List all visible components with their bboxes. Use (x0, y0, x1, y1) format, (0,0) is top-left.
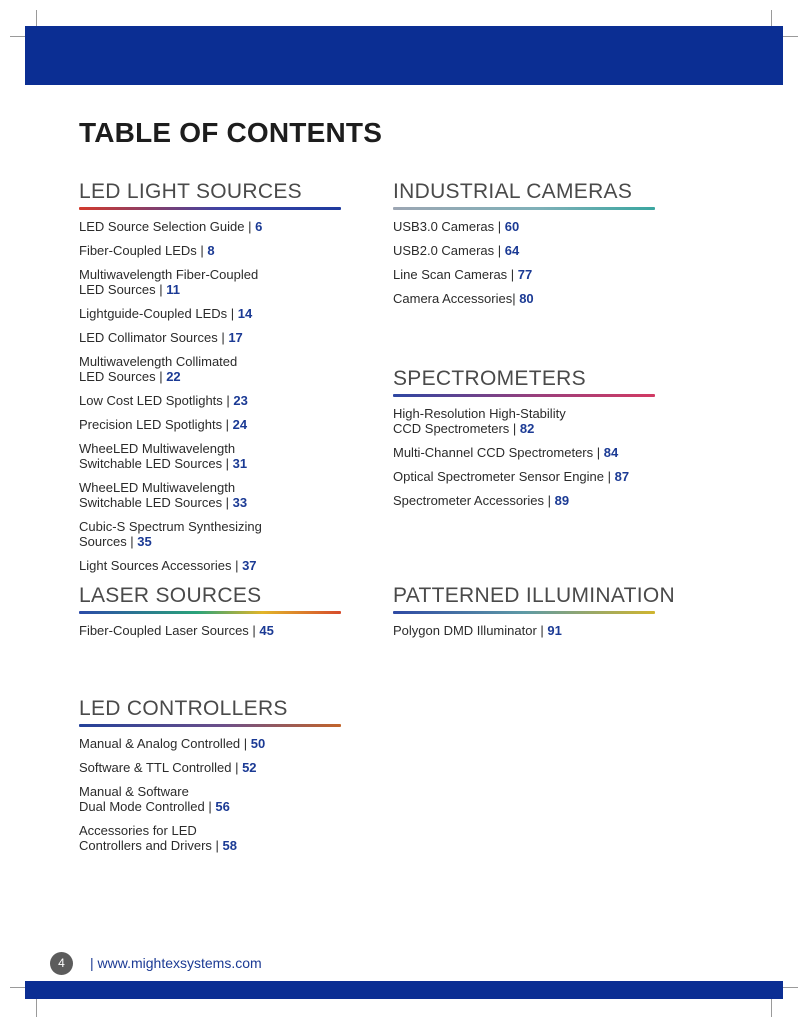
toc-entry[interactable] (79, 736, 341, 751)
toc-entry[interactable] (79, 306, 341, 321)
toc-page-number[interactable]: 82 (519, 421, 535, 436)
toc-page-number[interactable]: 31 (232, 456, 248, 471)
toc-page-number[interactable]: 84 (603, 445, 619, 460)
toc-entry-line (79, 534, 341, 549)
toc-page-number[interactable]: 8 (207, 243, 215, 258)
section-spectrometers (393, 367, 655, 517)
toc-entry-line (79, 441, 341, 456)
toc-entry-line (393, 291, 655, 306)
toc-entry[interactable] (393, 219, 655, 234)
toc-entry-text: Precision LED Spotlights | (79, 417, 233, 432)
toc-entry[interactable] (79, 480, 341, 510)
toc-entry[interactable] (79, 441, 341, 471)
toc-entry[interactable] (79, 267, 341, 297)
toc-entry-text: WheeLED Multiwavelength (79, 480, 236, 495)
toc-entry-text: Multi-Channel CCD Spectrometers | (393, 445, 604, 460)
section-laser-sources (79, 584, 341, 647)
toc-page-number[interactable]: 91 (547, 623, 562, 638)
section-patterned-illumination (393, 584, 675, 647)
toc-entry-line (393, 493, 655, 508)
footer-band (25, 981, 783, 999)
toc-entry-text: Polygon DMD Illuminator | (393, 623, 548, 638)
toc-entry[interactable] (79, 519, 341, 549)
toc-entry-text: Switchable LED Sources | (79, 495, 233, 510)
toc-entry-text: Optical Spectrometer Sensor Engine | (393, 469, 615, 484)
toc-entry-text: Multiwavelength Fiber-Coupled (79, 267, 259, 282)
toc-entry-line (79, 393, 341, 408)
toc-page-number[interactable]: 35 (137, 534, 152, 549)
toc-entry-list (79, 736, 341, 853)
toc-entry-list (393, 219, 655, 306)
page-title: TABLE OF CONTENTS (79, 117, 383, 148)
toc-page-number[interactable]: 33 (232, 495, 248, 510)
toc-page-number[interactable]: 58 (222, 838, 238, 853)
toc-entry-line (79, 823, 341, 838)
toc-entry-text: Light Sources Accessories | (79, 558, 243, 573)
header-band (25, 26, 783, 85)
toc-entry-text: Line Scan Cameras | (393, 267, 518, 282)
toc-page-number[interactable]: 89 (554, 493, 570, 508)
toc-entry-text: Camera Accessories| (393, 291, 520, 306)
toc-entry-text: Sources | (79, 534, 138, 549)
toc-page-number[interactable]: 50 (250, 736, 266, 751)
section-divider (79, 724, 341, 727)
toc-entry[interactable] (79, 760, 341, 775)
toc-entry[interactable] (79, 354, 341, 384)
toc-entry-text: USB2.0 Cameras | (393, 243, 505, 258)
footer-website-link[interactable]: | www.mightexsystems.com (90, 955, 262, 971)
toc-entry[interactable] (79, 243, 341, 258)
section-industrial-cameras (393, 180, 655, 315)
toc-entry-list (79, 623, 341, 638)
toc-page-number[interactable]: 52 (242, 760, 257, 775)
toc-entry-text: High-Resolution High-Stability (393, 406, 566, 421)
toc-entry-text: LED Sources | (79, 369, 167, 384)
page-number-badge: 4 (50, 952, 73, 975)
toc-entry-text: LED Collimator Sources | (79, 330, 229, 345)
toc-entry-line (79, 267, 341, 282)
toc-page-number[interactable]: 87 (614, 469, 630, 484)
toc-page-number[interactable]: 17 (228, 330, 243, 345)
section-divider (393, 394, 655, 397)
toc-entry-text: Multiwavelength Collimated (79, 354, 238, 369)
toc-entry-text: Low Cost LED Spotlights | (79, 393, 234, 408)
toc-entry[interactable] (393, 493, 655, 508)
toc-entry-line (79, 623, 341, 638)
toc-entry[interactable] (79, 219, 341, 234)
toc-entry-line (393, 445, 655, 460)
section-divider (79, 207, 341, 210)
toc-entry-text: Manual & Software (79, 784, 189, 799)
toc-entry-text: Switchable LED Sources | (79, 456, 233, 471)
section-title: LASER SOURCES (79, 584, 262, 607)
section-title: INDUSTRIAL CAMERAS (393, 180, 633, 203)
toc-entry-line (79, 784, 341, 799)
toc-page-number[interactable]: 77 (517, 267, 533, 282)
toc-entry-line (79, 760, 341, 775)
toc-entry-line (79, 838, 341, 853)
toc-page-number[interactable]: 23 (233, 393, 248, 408)
toc-entry-line (79, 456, 341, 471)
toc-entry-text: Cubic-S Spectrum Synthesizing (79, 519, 262, 534)
section-led-controllers (79, 697, 341, 862)
section-title: LED LIGHT SOURCES (79, 180, 302, 203)
toc-entry-line (393, 469, 655, 484)
section-divider (393, 611, 655, 614)
toc-page-number[interactable]: 14 (237, 306, 253, 321)
toc-page-number[interactable]: 45 (259, 623, 274, 638)
section-title: LED CONTROLLERS (79, 697, 288, 720)
toc-entry-line (79, 417, 341, 432)
toc-entry-line (79, 519, 341, 534)
toc-entry-text: Lightguide-Coupled LEDs | (79, 306, 238, 321)
toc-page-number[interactable]: 64 (504, 243, 520, 258)
toc-entry-text: LED Sources | (79, 282, 167, 297)
toc-entry-line (79, 558, 341, 573)
toc-entry-line (79, 282, 341, 297)
toc-entry-line (79, 799, 341, 814)
toc-entry[interactable] (393, 445, 655, 460)
toc-entry[interactable] (393, 469, 655, 484)
section-title: SPECTROMETERS (393, 367, 586, 390)
toc-page-number[interactable]: 37 (242, 558, 257, 573)
toc-entry-line (393, 219, 655, 234)
section-led-light-sources (79, 180, 341, 582)
section-title: PATTERNED ILLUMINATION (393, 584, 675, 607)
toc-entry-line (79, 495, 341, 510)
toc-entry-text: CCD Spectrometers | (393, 421, 520, 436)
toc-entry[interactable] (393, 291, 655, 306)
toc-entry[interactable] (79, 823, 341, 853)
toc-entry[interactable] (393, 406, 655, 436)
toc-entry-line (79, 219, 341, 234)
toc-entry[interactable] (79, 417, 341, 432)
toc-entry-line (79, 354, 341, 369)
toc-page-number[interactable]: 11 (166, 282, 180, 297)
toc-entry[interactable] (393, 243, 655, 258)
toc-entry-line (79, 330, 341, 345)
toc-entry-text: Software & TTL Controlled | (79, 760, 243, 775)
toc-entry-line (393, 421, 655, 436)
toc-page-number[interactable]: 24 (232, 417, 248, 432)
toc-page-number[interactable]: 56 (215, 799, 230, 814)
toc-page-number[interactable]: 6 (255, 219, 263, 234)
toc-entry-text: LED Source Selection Guide | (79, 219, 256, 234)
toc-entry[interactable] (79, 393, 341, 408)
toc-entry-text: Manual & Analog Controlled | (79, 736, 251, 751)
toc-entry-list (393, 406, 655, 508)
toc-entry-text: USB3.0 Cameras | (393, 219, 505, 234)
toc-entry-list (79, 219, 341, 573)
toc-entry[interactable] (393, 623, 655, 638)
toc-entry-text: Controllers and Drivers | (79, 838, 223, 853)
toc-entry-text: Accessories for LED (79, 823, 197, 838)
toc-entry-line (79, 369, 341, 384)
toc-entry-line (393, 243, 655, 258)
toc-entry-text: Spectrometer Accessories | (393, 493, 555, 508)
toc-entry-text: WheeLED Multiwavelength (79, 441, 236, 456)
toc-page-number[interactable]: 22 (166, 369, 181, 384)
toc-entry[interactable] (79, 558, 341, 573)
toc-entry-text: Fiber-Coupled Laser Sources | (79, 623, 260, 638)
toc-entry-line (79, 306, 341, 321)
toc-entry-list (393, 623, 655, 638)
toc-page-number[interactable]: 60 (504, 219, 520, 234)
toc-entry-line (393, 267, 655, 282)
section-divider (79, 611, 341, 614)
toc-entry[interactable] (79, 623, 341, 638)
toc-entry-line (79, 243, 341, 258)
toc-entry-line (79, 736, 341, 751)
toc-entry-text: Fiber-Coupled LEDs | (79, 243, 208, 258)
toc-entry[interactable] (79, 330, 341, 345)
section-divider (393, 207, 655, 210)
toc-entry[interactable] (393, 267, 655, 282)
toc-entry-line (393, 406, 655, 421)
toc-entry-line (393, 623, 655, 638)
toc-entry-line (79, 480, 341, 495)
toc-entry-text: Dual Mode Controlled | (79, 799, 216, 814)
toc-entry[interactable] (79, 784, 341, 814)
toc-page-number[interactable]: 80 (519, 291, 534, 306)
